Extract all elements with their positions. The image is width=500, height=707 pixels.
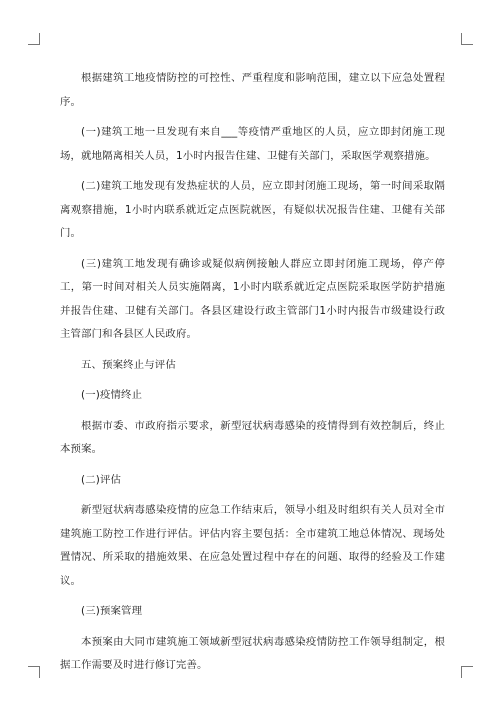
subsection-evaluation-heading: (二)评估	[81, 473, 122, 486]
section-5-heading: 五、预案终止与评估	[81, 358, 176, 371]
subsection-termination-heading: (一)疫情终止	[81, 389, 143, 401]
evaluation-paragraph: 新型冠状病毒感染疫情的应急工作结束后，领导小组及时组织有关人员对全市建筑施工防控工作进行评估。评估内容主要包括：全市建筑工地总体情况、现场处置情况、所采取的措施效果、在应急处置过程中存在的问题、取得的经验及工作建议。	[60, 504, 445, 587]
clause-1-paragraph: (一)建筑工地一旦发现有来自___等疫情严重地区的人员，应立即封闭施工现场，就地隔离相关人员，1小时内报告住建、卫健有关部门，采取医学观察措施。	[60, 126, 445, 162]
document-body	[60, 67, 445, 685]
clause-3-paragraph: (三)建筑工地发现有确诊或疑似病例接触人群应立即封闭施工现场，停产停工，第一时间对相关人员实施隔离，1小时内联系就近定点医院采取医学防护措施并报告住建、卫健有关部门。各县区建设行政主管部门1小时内报告市级建设行政主管部门和各县区人民政府。	[60, 257, 445, 340]
clause-2-paragraph: (二)建筑工地发现有发热症状的人员，应立即封闭施工现场，第一时间采取隔离观察措施，1小时内联系就近定点医院就医，有疑似状况报告住建、卫健有关部门。	[60, 180, 445, 239]
intro-paragraph: 根据建筑工地疫情防控的可控性、严重程度和影响范围，建立以下应急处置程序。	[60, 72, 445, 108]
crop-mark-bottom-right	[461, 666, 473, 678]
crop-mark-top-right	[461, 33, 473, 45]
crop-mark-bottom-left	[28, 666, 40, 678]
subsection-management-heading: (三)预案管理	[81, 605, 143, 617]
termination-paragraph: 根据市委、市政府指示要求，新型冠状病毒感染的疫情得到有效控制后，终止本预案。	[60, 419, 445, 455]
crop-mark-top-left	[28, 33, 40, 45]
management-paragraph: 本预案由大同市建筑施工领域新型冠状病毒感染疫情防控工作领导组制定，根据工作需要及时进行修订完善。	[60, 635, 445, 671]
